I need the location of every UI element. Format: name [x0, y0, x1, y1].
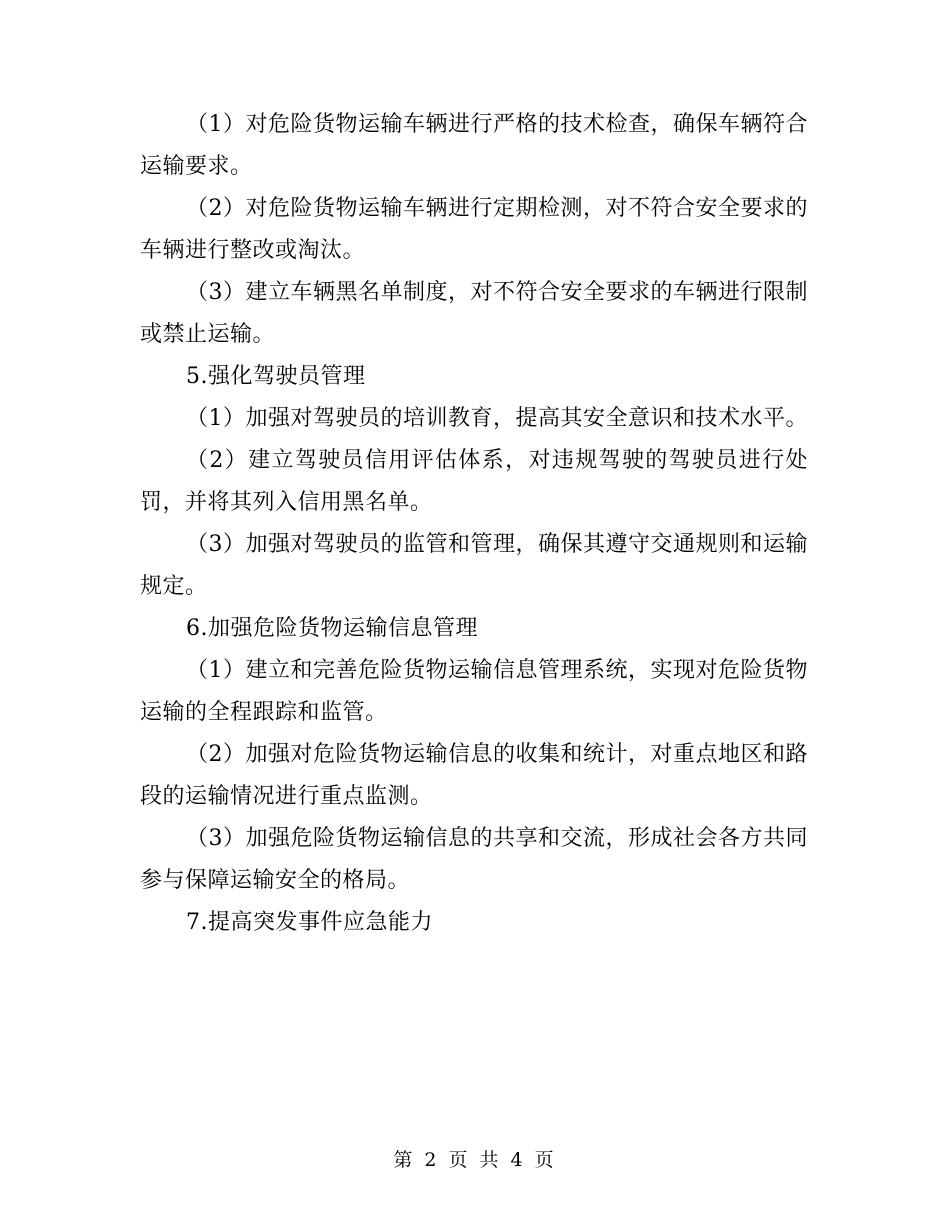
paragraph: （3）加强对驾驶员的监管和管理，确保其遵守交通规则和运输规定。: [140, 532, 808, 599]
section-heading: 5.强化驾驶员管理: [186, 364, 366, 389]
section-heading: 6.加强危险货物运输信息管理: [186, 616, 478, 641]
paragraph: （2）加强对危险货物运输信息的收集和统计，对重点地区和路段的运输情况进行重点监测。: [140, 742, 808, 809]
paragraph: （1）建立和完善危险货物运输信息管理系统，实现对危险货物运输的全程跟踪和监管。: [140, 658, 808, 725]
paragraph: （2）建立驾驶员信用评估体系，对违规驾驶的驾驶员进行处罚，并将其列入信用黑名单。: [140, 448, 808, 515]
document-body: [140, 104, 808, 944]
paragraph: （3）加强危险货物运输信息的共享和交流，形成社会各方共同参与保障运输安全的格局。: [140, 826, 808, 893]
paragraph: （1）加强对驾驶员的培训教育，提高其安全意识和技术水平。: [186, 406, 808, 431]
paragraph: （2）对危险货物运输车辆进行定期检测，对不符合安全要求的车辆进行整改或淘汰。: [140, 196, 808, 263]
paragraph: （3）建立车辆黑名单制度，对不符合安全要求的车辆进行限制或禁止运输。: [140, 280, 808, 347]
page-number-footer: 第 2 页 共 4 页: [393, 1149, 557, 1171]
paragraph: （1）对危险货物运输车辆进行严格的技术检查，确保车辆符合运输要求。: [140, 112, 808, 179]
section-heading: 7.提高突发事件应急能力: [186, 910, 433, 935]
